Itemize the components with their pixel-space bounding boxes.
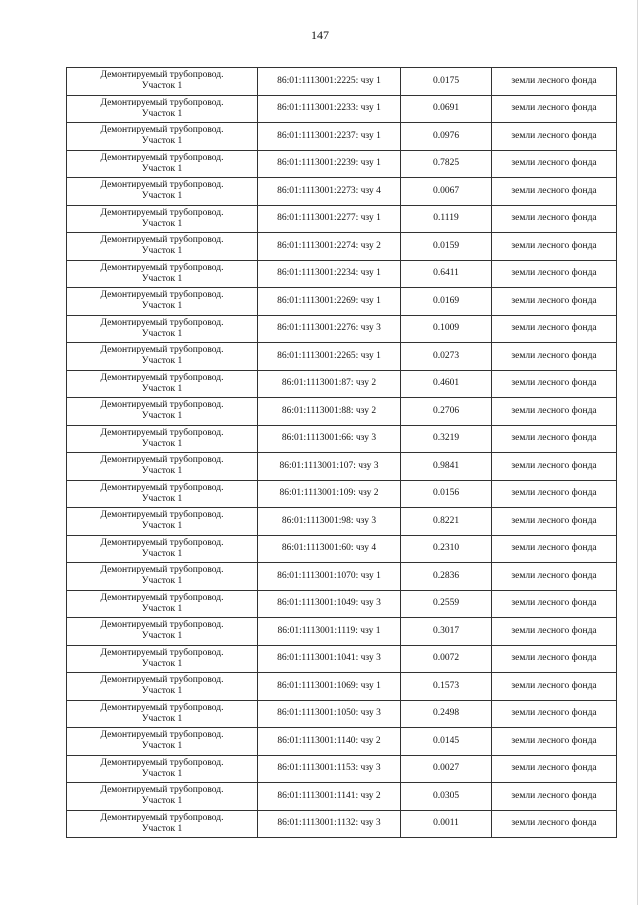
object-name-line1: Демонтируемый трубопровод. [100, 565, 224, 576]
land-category-cell: земли лесного фонда [492, 673, 617, 701]
cadastral-number-cell: 86:01:1113001:2276: чзу 3 [258, 315, 401, 343]
object-name-line2: Участок 1 [141, 356, 183, 367]
object-name-line1: Демонтируемый трубопровод. [100, 207, 224, 218]
object-name-cell [67, 783, 258, 811]
land-category-cell: земли лесного фонда [492, 178, 617, 206]
cadastral-number-cell: 86:01:1113001:2277: чзу 1 [258, 205, 401, 233]
object-name-line1: Демонтируемый трубопровод. [100, 125, 224, 136]
object-name-line1: Демонтируемый трубопровод. [100, 647, 224, 658]
cadastral-number-cell: 86:01:1113001:2239: чзу 1 [258, 150, 401, 178]
object-name-line1: Демонтируемый трубопровод. [100, 702, 224, 713]
object-name-line2: Участок 1 [141, 81, 183, 92]
area-cell: 0.0156 [401, 480, 492, 508]
object-name-cell [67, 563, 258, 591]
object-name-line2: Участок 1 [141, 796, 183, 807]
table-row [67, 288, 617, 316]
object-name-line2: Участок 1 [141, 466, 183, 477]
object-name-line1: Демонтируемый трубопровод. [100, 290, 224, 301]
land-category-cell: земли лесного фонда [492, 260, 617, 288]
table-row [67, 508, 617, 536]
cadastral-number-cell: 86:01:1113001:87: чзу 2 [258, 370, 401, 398]
area-cell: 0.7825 [401, 150, 492, 178]
object-name-line1: Демонтируемый трубопровод. [100, 482, 224, 493]
land-category-cell: земли лесного фонда [492, 398, 617, 426]
cadastral-number-cell: 86:01:1113001:1119: чзу 1 [258, 618, 401, 646]
land-category-cell: земли лесного фонда [492, 645, 617, 673]
cadastral-number-cell: 86:01:1113001:1140: чзу 2 [258, 728, 401, 756]
area-cell: 0.0273 [401, 343, 492, 371]
object-name-line2: Участок 1 [141, 218, 183, 229]
object-name-line2: Участок 1 [141, 383, 183, 394]
cadastral-number-cell: 86:01:1113001:2274: чзу 2 [258, 233, 401, 261]
land-category-cell: земли лесного фонда [492, 618, 617, 646]
object-name-line1: Демонтируемый трубопровод. [100, 510, 224, 521]
land-category-cell: земли лесного фонда [492, 150, 617, 178]
object-name-line1: Демонтируемый трубопровод. [100, 757, 224, 768]
object-name-line1: Демонтируемый трубопровод. [100, 620, 224, 631]
land-category-cell: земли лесного фонда [492, 783, 617, 811]
area-cell: 0.0145 [401, 728, 492, 756]
table-row [67, 260, 617, 288]
table-row [67, 123, 617, 151]
object-name-line1: Демонтируемый трубопровод. [100, 235, 224, 246]
cadastral-number-cell: 86:01:1113001:2269: чзу 1 [258, 288, 401, 316]
land-category-cell: земли лесного фонда [492, 288, 617, 316]
area-cell: 0.0169 [401, 288, 492, 316]
area-cell: 0.1573 [401, 673, 492, 701]
cadastral-number-cell: 86:01:1113001:109: чзу 2 [258, 480, 401, 508]
object-name-line1: Демонтируемый трубопровод. [100, 537, 224, 548]
object-name-line2: Участок 1 [141, 493, 183, 504]
page-number: 147 [311, 28, 329, 42]
object-name-line2: Участок 1 [141, 136, 183, 147]
table-row [67, 315, 617, 343]
object-name-line2: Участок 1 [141, 108, 183, 119]
cadastral-number-cell: 86:01:1113001:2225: чзу 1 [258, 68, 401, 96]
land-category-cell: земли лесного фонда [492, 370, 617, 398]
object-name-line1: Демонтируемый трубопровод. [100, 455, 224, 466]
land-category-cell: земли лесного фонда [492, 233, 617, 261]
area-cell: 0.6411 [401, 260, 492, 288]
object-name-line2: Участок 1 [141, 328, 183, 339]
land-category-cell: земли лесного фонда [492, 590, 617, 618]
area-cell: 0.0159 [401, 233, 492, 261]
table-row [67, 783, 617, 811]
area-cell: 0.1119 [401, 205, 492, 233]
cadastral-number-cell: 86:01:1113001:107: чзу 3 [258, 453, 401, 481]
object-name-cell [67, 398, 258, 426]
cadastral-number-cell: 86:01:1113001:2273: чзу 4 [258, 178, 401, 206]
object-name-line1: Демонтируемый трубопровод. [100, 180, 224, 191]
object-name-cell [67, 618, 258, 646]
table-row [67, 178, 617, 206]
object-name-line2: Участок 1 [141, 273, 183, 284]
object-name-line2: Участок 1 [141, 631, 183, 642]
cadastral-number-cell: 86:01:1113001:1141: чзу 2 [258, 783, 401, 811]
object-name-line2: Участок 1 [141, 521, 183, 532]
cadastral-number-cell: 86:01:1113001:1153: чзу 3 [258, 755, 401, 783]
cadastral-number-cell: 86:01:1113001:1070: чзу 1 [258, 563, 401, 591]
table-row [67, 728, 617, 756]
area-cell: 0.3219 [401, 425, 492, 453]
area-cell: 0.2310 [401, 535, 492, 563]
object-name-cell [67, 315, 258, 343]
object-name-line2: Участок 1 [141, 658, 183, 669]
land-category-cell: земли лесного фонда [492, 425, 617, 453]
area-cell: 0.0175 [401, 68, 492, 96]
object-name-cell [67, 535, 258, 563]
object-name-cell [67, 288, 258, 316]
object-name-cell [67, 150, 258, 178]
object-name-line2: Участок 1 [141, 163, 183, 174]
table-row [67, 563, 617, 591]
land-category-cell: земли лесного фонда [492, 68, 617, 96]
object-name-cell [67, 343, 258, 371]
table-row [67, 810, 617, 838]
object-name-line1: Демонтируемый трубопровод. [100, 317, 224, 328]
object-name-line2: Участок 1 [141, 823, 183, 834]
object-name-line1: Демонтируемый трубопровод. [100, 812, 224, 823]
cadastral-number-cell: 86:01:1113001:1069: чзу 1 [258, 673, 401, 701]
table-row [67, 95, 617, 123]
table-body [67, 68, 617, 838]
object-name-line2: Участок 1 [141, 576, 183, 587]
object-name-line2: Участок 1 [141, 246, 183, 257]
area-cell: 0.0072 [401, 645, 492, 673]
cadastral-number-cell: 86:01:1113001:66: чзу 3 [258, 425, 401, 453]
object-name-line2: Участок 1 [141, 741, 183, 752]
table-row [67, 205, 617, 233]
area-cell: 0.1009 [401, 315, 492, 343]
area-cell: 0.0691 [401, 95, 492, 123]
land-category-cell: земли лесного фонда [492, 563, 617, 591]
table-row [67, 425, 617, 453]
table-row [67, 645, 617, 673]
cadastral-number-cell: 86:01:1113001:1049: чзу 3 [258, 590, 401, 618]
object-name-line1: Демонтируемый трубопровод. [100, 785, 224, 796]
object-name-cell [67, 755, 258, 783]
object-name-cell [67, 370, 258, 398]
object-name-line1: Демонтируемый трубопровод. [100, 592, 224, 603]
object-name-cell [67, 205, 258, 233]
object-name-cell [67, 233, 258, 261]
land-category-cell: земли лесного фонда [492, 700, 617, 728]
area-cell: 0.9841 [401, 453, 492, 481]
area-cell: 0.4601 [401, 370, 492, 398]
object-name-line1: Демонтируемый трубопровод. [100, 70, 224, 81]
table-row [67, 343, 617, 371]
table-row [67, 755, 617, 783]
table-row [67, 590, 617, 618]
area-cell: 0.0027 [401, 755, 492, 783]
cadastral-number-cell: 86:01:1113001:88: чзу 2 [258, 398, 401, 426]
object-name-line1: Демонтируемый трубопровод. [100, 372, 224, 383]
area-cell: 0.2836 [401, 563, 492, 591]
object-name-line1: Демонтируемый трубопровод. [100, 152, 224, 163]
area-cell: 0.2706 [401, 398, 492, 426]
table-row [67, 618, 617, 646]
area-cell: 0.8221 [401, 508, 492, 536]
object-name-line2: Участок 1 [141, 686, 183, 697]
object-name-cell [67, 178, 258, 206]
object-name-cell [67, 590, 258, 618]
table-row [67, 233, 617, 261]
object-name-cell [67, 645, 258, 673]
table-row [67, 700, 617, 728]
table-row [67, 480, 617, 508]
area-cell: 0.0011 [401, 810, 492, 838]
cadastral-number-cell: 86:01:1113001:2265: чзу 1 [258, 343, 401, 371]
land-category-cell: земли лесного фонда [492, 728, 617, 756]
cadastral-number-cell: 86:01:1113001:2233: чзу 1 [258, 95, 401, 123]
object-name-line1: Демонтируемый трубопровод. [100, 427, 224, 438]
land-category-cell: земли лесного фонда [492, 508, 617, 536]
object-name-line2: Участок 1 [141, 768, 183, 779]
cadastral-number-cell: 86:01:1113001:98: чзу 3 [258, 508, 401, 536]
cadastral-number-cell: 86:01:1113001:60: чзу 4 [258, 535, 401, 563]
land-category-cell: земли лесного фонда [492, 95, 617, 123]
object-name-cell [67, 260, 258, 288]
object-name-line1: Демонтируемый трубопровод. [100, 730, 224, 741]
land-category-cell: земли лесного фонда [492, 123, 617, 151]
area-cell: 0.0305 [401, 783, 492, 811]
area-cell: 0.0976 [401, 123, 492, 151]
object-name-line2: Участок 1 [141, 191, 183, 202]
object-name-cell [67, 810, 258, 838]
land-category-cell: земли лесного фонда [492, 535, 617, 563]
object-name-line2: Участок 1 [141, 411, 183, 422]
object-name-cell [67, 480, 258, 508]
object-name-cell [67, 673, 258, 701]
object-name-line2: Участок 1 [141, 713, 183, 724]
object-name-line2: Участок 1 [141, 548, 183, 559]
area-cell: 0.2559 [401, 590, 492, 618]
area-cell: 0.2498 [401, 700, 492, 728]
object-name-cell [67, 123, 258, 151]
table-row [67, 68, 617, 96]
object-name-cell [67, 700, 258, 728]
object-name-line1: Демонтируемый трубопровод. [100, 262, 224, 273]
cadastral-number-cell: 86:01:1113001:1041: чзу 3 [258, 645, 401, 673]
land-plots-table [66, 67, 617, 838]
land-category-cell: земли лесного фонда [492, 810, 617, 838]
area-cell: 0.3017 [401, 618, 492, 646]
object-name-line1: Демонтируемый трубопровод. [100, 675, 224, 686]
object-name-cell [67, 425, 258, 453]
table-row [67, 673, 617, 701]
object-name-line2: Участок 1 [141, 438, 183, 449]
table-row [67, 453, 617, 481]
object-name-line1: Демонтируемый трубопровод. [100, 97, 224, 108]
table-row [67, 398, 617, 426]
object-name-line2: Участок 1 [141, 301, 183, 312]
object-name-line2: Участок 1 [141, 603, 183, 614]
land-category-cell: земли лесного фонда [492, 453, 617, 481]
cadastral-number-cell: 86:01:1113001:1050: чзу 3 [258, 700, 401, 728]
land-category-cell: земли лесного фонда [492, 480, 617, 508]
land-category-cell: земли лесного фонда [492, 205, 617, 233]
table-row [67, 535, 617, 563]
land-category-cell: земли лесного фонда [492, 315, 617, 343]
cadastral-number-cell: 86:01:1113001:1132: чзу 3 [258, 810, 401, 838]
object-name-cell [67, 453, 258, 481]
object-name-line1: Демонтируемый трубопровод. [100, 400, 224, 411]
object-name-line1: Демонтируемый трубопровод. [100, 345, 224, 356]
cadastral-number-cell: 86:01:1113001:2237: чзу 1 [258, 123, 401, 151]
table-row [67, 150, 617, 178]
object-name-cell [67, 68, 258, 96]
object-name-cell [67, 95, 258, 123]
land-category-cell: земли лесного фонда [492, 755, 617, 783]
object-name-cell [67, 508, 258, 536]
scan-edge-line [637, 0, 638, 905]
cadastral-number-cell: 86:01:1113001:2234: чзу 1 [258, 260, 401, 288]
object-name-cell [67, 728, 258, 756]
land-category-cell: земли лесного фонда [492, 343, 617, 371]
table-row [67, 370, 617, 398]
area-cell: 0.0067 [401, 178, 492, 206]
